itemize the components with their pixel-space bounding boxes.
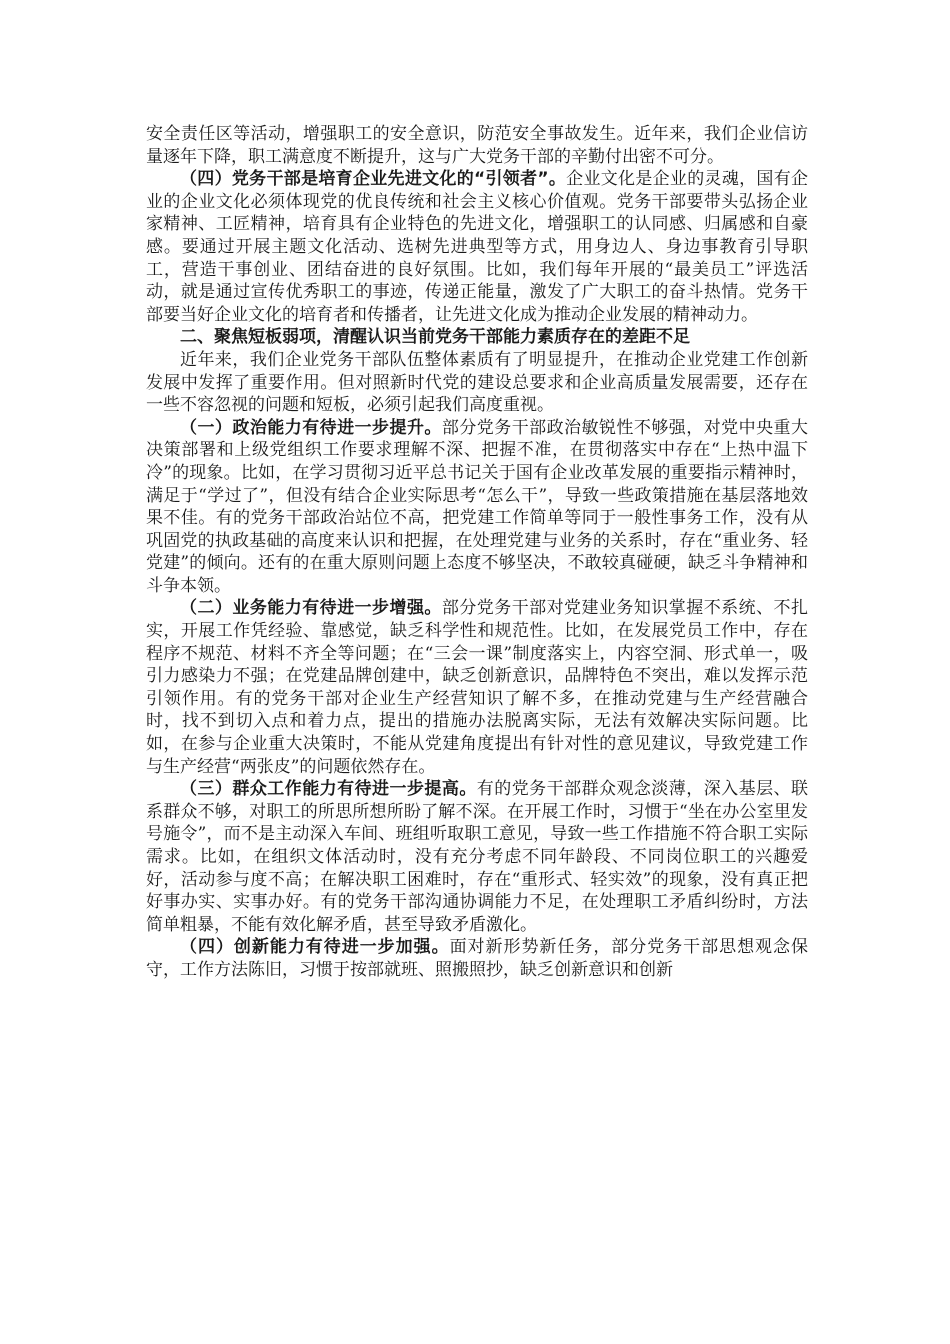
paragraph-3-text: 近年来，我们企业党务干部队伍整体素质有了明显提升，在推动企业党建工作创新发展中发挥了重要作用。但对照新时代党的建设总要求和企业高质量发展需要，还存在一些不容忽视的问题和短板，必须引起我们高度重视。 [146, 349, 808, 416]
paragraph-3 [146, 349, 808, 417]
paragraph-4-text: 部分党务干部政治敏锐性不够强，对党中央重大决策部署和上级党组织工作要求理解不深、把握不准，在贯彻落实中存在“上热中温下冷”的现象。比如，在学习贯彻习近平总书记关于国有企业改革发展的重要指示精神时，满足于“学过了”，但没有结合企业实际思考“怎么干”，导致一些政策措施在基层落地效果不佳。有的党务干部政治站位不高，把党建工作简单等同于一般性事务工作，没有从巩固党的执政基础的高度来认识和把握，在处理党建与业务的关系时，存在“重业务、轻党建”的倾向。还有的在重大原则问题上态度不够坚决，不敢较真碰硬，缺乏斗争精神和斗争本领。 [146, 417, 809, 596]
section-heading-2-text: 二、聚焦短板弱项，清醒认识当前党务干部能力素质存在的差距不足 [180, 327, 690, 348]
paragraph-7-lead: （四）创新能力有待进一步加强。 [180, 937, 450, 958]
section-heading-2 [146, 326, 808, 349]
paragraph-5 [146, 597, 808, 778]
paragraph-6 [146, 778, 808, 936]
paragraph-7-text: 面对新形势新任务，部分党务干部思想观念保守，工作方法陈旧，习惯于按部就班、照搬照抄，缺乏创新意识和创新 [146, 937, 809, 980]
paragraph-6-text: 有的党务干部群众观念淡薄，深入基层、联系群众不够，对职工的所思所想所盼了解不深。在开展工作时，习惯于“坐在办公室里发号施令”，而不是主动深入车间、班组听取职工意见，导致一些工作措施不符合职工实际需求。比如，在组织文体活动时，没有充分考虑不同年龄段、不同岗位职工的兴趣爱好，活动参与度不高；在解决职工困难时，存在“重形式、轻实效”的现象，没有真正把好事办实、实事办好。有的党务干部沟通协调能力不足，在处理职工矛盾纠纷时，方法简单粗暴，不能有效化解矛盾，甚至导致矛盾激化。 [146, 779, 809, 935]
document-page [146, 123, 808, 982]
paragraph-6-lead: （三）群众工作能力有待进一步提高。 [180, 779, 477, 800]
paragraph-7 [146, 936, 808, 981]
paragraph-5-lead: （二）业务能力有待进一步增强。 [180, 598, 442, 619]
paragraph-1 [146, 123, 808, 168]
paragraph-2-text: 企业文化是企业的灵魂，国有企业的企业文化必须体现党的优良传统和社会主义核心价值观。党务干部要带头弘扬企业家精神、工匠精神，培育具有企业特色的先进文化，增强职工的认同感、归属感和自豪感。要通过开展主题文化活动、选树先进典型等方式，用身边人、身边事教育引导职工，营造干事创业、团结奋进的良好氛围。比如，我们每年开展的“最美员工”评选活动，就是通过宣传优秀职工的事迹，传递正能量，激发了广大职工的奋斗热情。党务干部要当好企业文化的培育者和传播者，让先进文化成为推动企业发展的精神动力。 [146, 169, 808, 325]
paragraph-2 [146, 168, 808, 326]
paragraph-4-lead: （一）政治能力有待进一步提升。 [180, 417, 442, 438]
paragraph-1-text: 安全责任区等活动，增强职工的安全意识，防范安全事故发生。近年来，我们企业信访量逐年下降，职工满意度不断提升，这与广大党务干部的辛勤付出密不可分。 [146, 124, 808, 167]
paragraph-2-lead: （四）党务干部是培育企业先进文化的“引领者”。 [180, 169, 567, 190]
paragraph-4 [146, 417, 808, 598]
paragraph-5-text: 部分党务干部对党建业务知识掌握不系统、不扎实，开展工作凭经验、靠感觉，缺乏科学性和规范性。比如，在发展党员工作中，存在程序不规范、材料不齐全等问题；在“三会一课”制度落实上，内容空洞、形式单一，吸引力感染力不强；在党建品牌创建中，缺乏创新意识，品牌特色不突出，难以发挥示范引领作用。有的党务干部对企业生产经营知识了解不多，在推动党建与生产经营融合时，找不到切入点和着力点，提出的措施办法脱离实际，无法有效解决实际问题。比如，在参与企业重大决策时，不能从党建角度提出有针对性的意见建议，导致党建工作与生产经营“两张皮”的问题依然存在。 [146, 598, 809, 777]
